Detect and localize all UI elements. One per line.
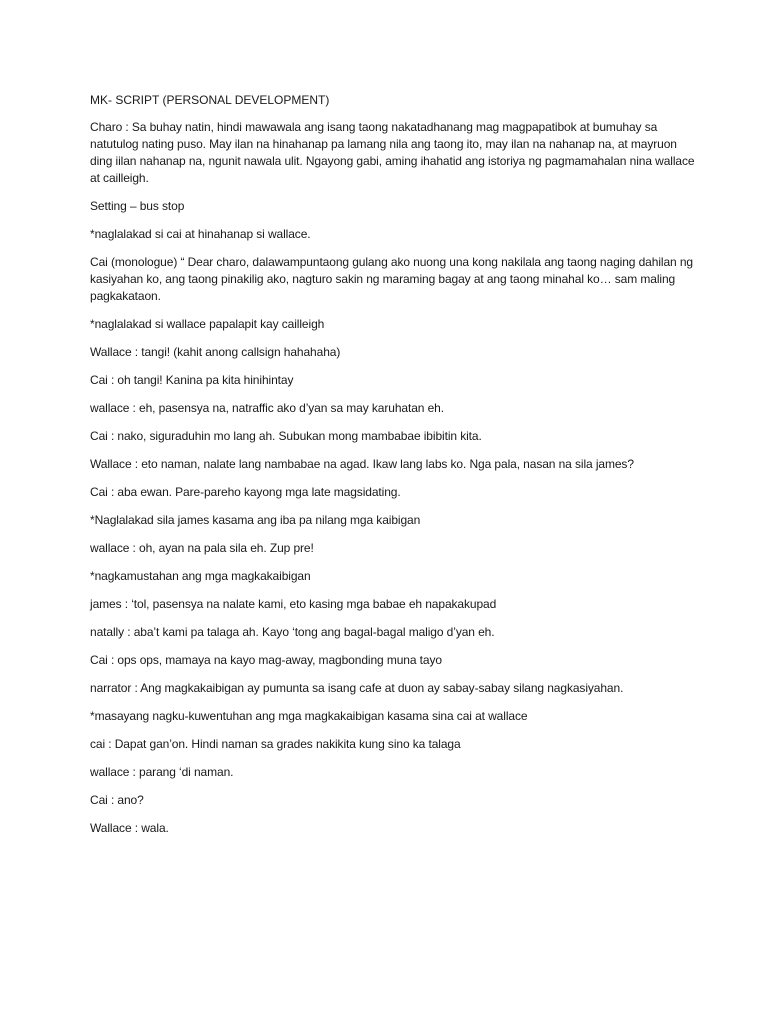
- script-line: Cai (monologue) “ Dear charo, dalawampuntaong gulang ako nuong una kong nakilala ang taong naging dahilan ng kasiyahan ko, ang taong pinakilig ako, nagturo sakin ng maraming bagay at ang taong minahal ko… sam maling pagkakataon.: [90, 255, 693, 303]
- script-line: Wallace : wala.: [90, 821, 169, 835]
- script-line: Cai : oh tangi! Kanina pa kita hinihintay: [90, 373, 294, 387]
- script-line: Wallace : eto naman, nalate lang nambabae na agad. Ikaw lang labs ko. Nga pala, nasan na sila james?: [90, 457, 634, 471]
- script-line: wallace : eh, pasensya na, natraffic ako d’yan sa may karuhatan eh.: [90, 401, 444, 415]
- script-line: wallace : parang ‘di naman.: [90, 765, 234, 779]
- script-line: cai : Dapat gan’on. Hindi naman sa grades nakikita kung sino ka talaga: [90, 737, 461, 751]
- script-line: Cai : aba ewan. Pare-pareho kayong mga late magsidating.: [90, 485, 401, 499]
- script-line: Cai : ops ops, mamaya na kayo mag-away, magbonding muna tayo: [90, 653, 442, 667]
- script-line: *masayang nagku-kuwentuhan ang mga magkakaibigan kasama sina cai at wallace: [90, 709, 528, 723]
- script-line: narrator : Ang magkakaibigan ay pumunta sa isang cafe at duon ay sabay-sabay silang nagkasiyahan.: [90, 681, 624, 695]
- script-line: wallace : oh, ayan na pala sila eh. Zup pre!: [90, 541, 314, 555]
- script-line: Setting – bus stop: [90, 199, 185, 213]
- script-line: Cai : ano?: [90, 793, 144, 807]
- script-line: natally : aba’t kami pa talaga ah. Kayo ‘tong ang bagal-bagal maligo d’yan eh.: [90, 625, 495, 639]
- script-line: james : ‘tol, pasensya na nalate kami, eto kasing mga babae eh napakakupad: [90, 597, 497, 611]
- script-line: *nagkamustahan ang mga magkakaibigan: [90, 569, 311, 583]
- script-line: *naglalakad si wallace papalapit kay cailleigh: [90, 317, 325, 331]
- document-title: MK- SCRIPT (PERSONAL DEVELOPMENT): [90, 93, 330, 107]
- script-line: Wallace : tangi! (kahit anong callsign hahahaha): [90, 345, 341, 359]
- script-line: Cai : nako, siguraduhin mo lang ah. Subukan mong mambabae ibibitin kita.: [90, 429, 482, 443]
- script-line: *naglalakad si cai at hinahanap si wallace.: [90, 227, 311, 241]
- script-line: Charo : Sa buhay natin, hindi mawawala ang isang taong nakatadhanang mag magpapatibok at bumuhay sa natutulog nating puso. May ilan na hinahanap pa lamang nila ang taong ito, may ilan na nahanap na, at mayruon ding iilan nahanap na, ngunit nawala ulit. Ngayong gabi, aming ihahatid ang istoriya ng pagmamahalan nina wallace at cailleigh.: [90, 120, 695, 185]
- script-line: *Naglalakad sila james kasama ang iba pa nilang mga kaibigan: [90, 513, 421, 527]
- script-body: [90, 119, 698, 837]
